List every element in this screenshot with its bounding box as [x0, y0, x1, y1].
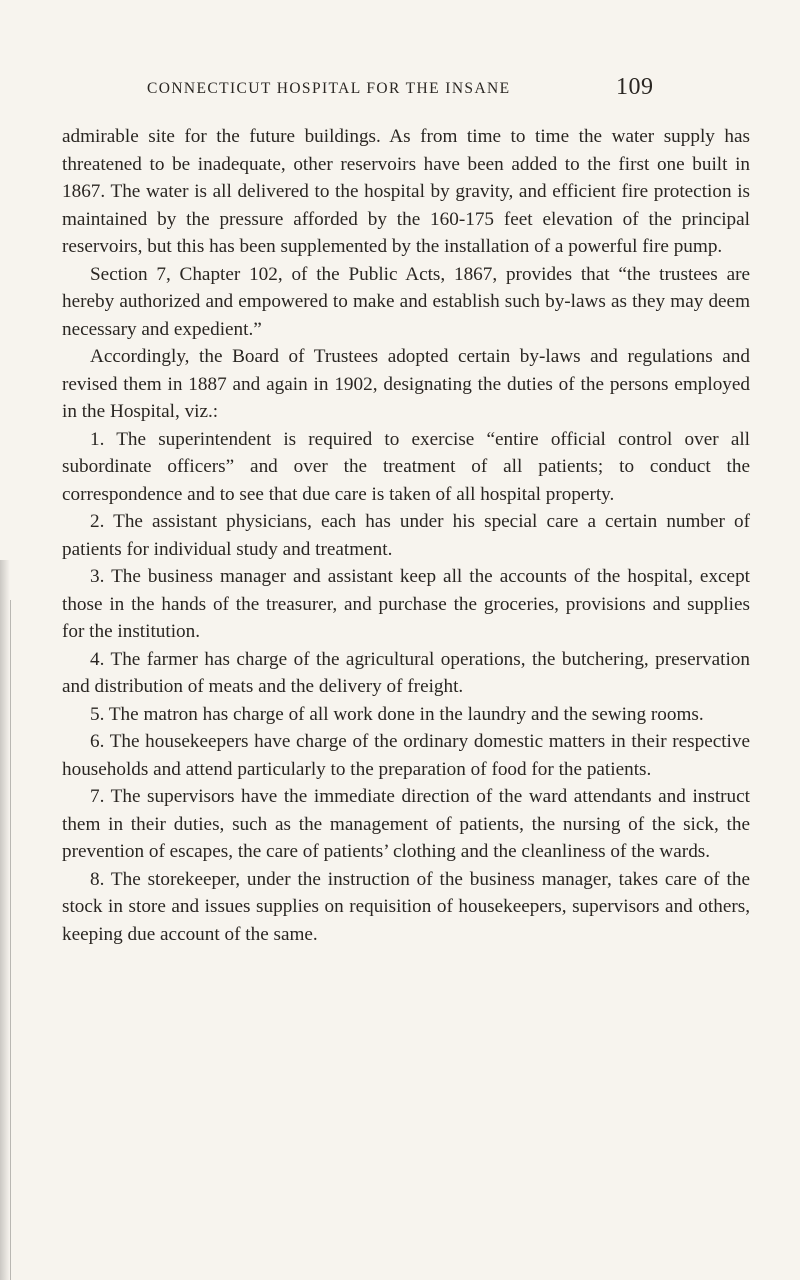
- paragraph-section-7: Section 7, Chapter 102, of the Public Acts, 1867, provides that “the trustees are hereby authorized and empowered to make and establish such by-laws as they may deem necessary and expedient.”: [62, 263, 750, 340]
- duty-item-business-manager: 3. The business manager and assistant keep all the accounts of the hospital, except those in the hands of the treasurer, and purchase the groceries, provisions and supplies for the institution.: [62, 566, 750, 642]
- paragraph-bylaws: Accordingly, the Board of Trustees adopted certain by-laws and regulations and revised them in 1887 and again in 1902, designating the duties of the persons employed in the Hospital, viz.:: [62, 346, 750, 422]
- duty-item-storekeeper: 8. The storekeeper, under the instruction of the business manager, takes care of the stock in store and issues supplies on requisition of housekeepers, supervisors and others, keeping due account of the same.: [62, 868, 750, 945]
- page-number: 109: [616, 74, 654, 100]
- duty-item-assistant-physicians: 2. The assistant physicians, each has under his special care a certain number of patients for individual study and treatment.: [62, 511, 750, 560]
- paragraph-continuation: admirable site for the future buildings. As from time to time the water supply has threatened to be inadequate, other reservoirs have been added to the first one built in 1867. The water is all delivered to the hospital by gravity, and efficient fire protection is maintained by the pressure afforded by the 160-175 feet elevation of the principal reservoirs, but this has been supplemented by the installation of a powerful fire pump.: [62, 126, 750, 257]
- duty-item-superintendent: 1. The superintendent is required to exercise “entire official control over all subordinate officers” and over the treatment of all patients; to conduct the correspondence and to see that due care is taken of all hospital property.: [62, 428, 750, 505]
- duty-item-supervisors: 7. The supervisors have the immediate direction of the ward attendants and instruct them in their duties, such as the management of patients, the nursing of the sick, the prevention of escapes, the care of patients’ clothing and the cleanliness of the wards.: [62, 786, 750, 862]
- binding-shadow: [0, 560, 10, 1280]
- duty-item-farmer: 4. The farmer has charge of the agricultural operations, the butchering, preservation and distribution of meats and the delivery of freight.: [62, 648, 750, 697]
- binding-edge: [10, 600, 11, 1280]
- running-head: CONNECTICUT HOSPITAL FOR THE INSANE: [147, 80, 511, 97]
- duty-item-matron: 5. The matron has charge of all work done in the laundry and the sewing rooms.: [90, 703, 704, 725]
- duty-item-housekeepers: 6. The housekeepers have charge of the ordinary domestic matters in their respective households and attend particularly to the preparation of food for the patients.: [62, 731, 750, 780]
- body-text: [62, 123, 750, 948]
